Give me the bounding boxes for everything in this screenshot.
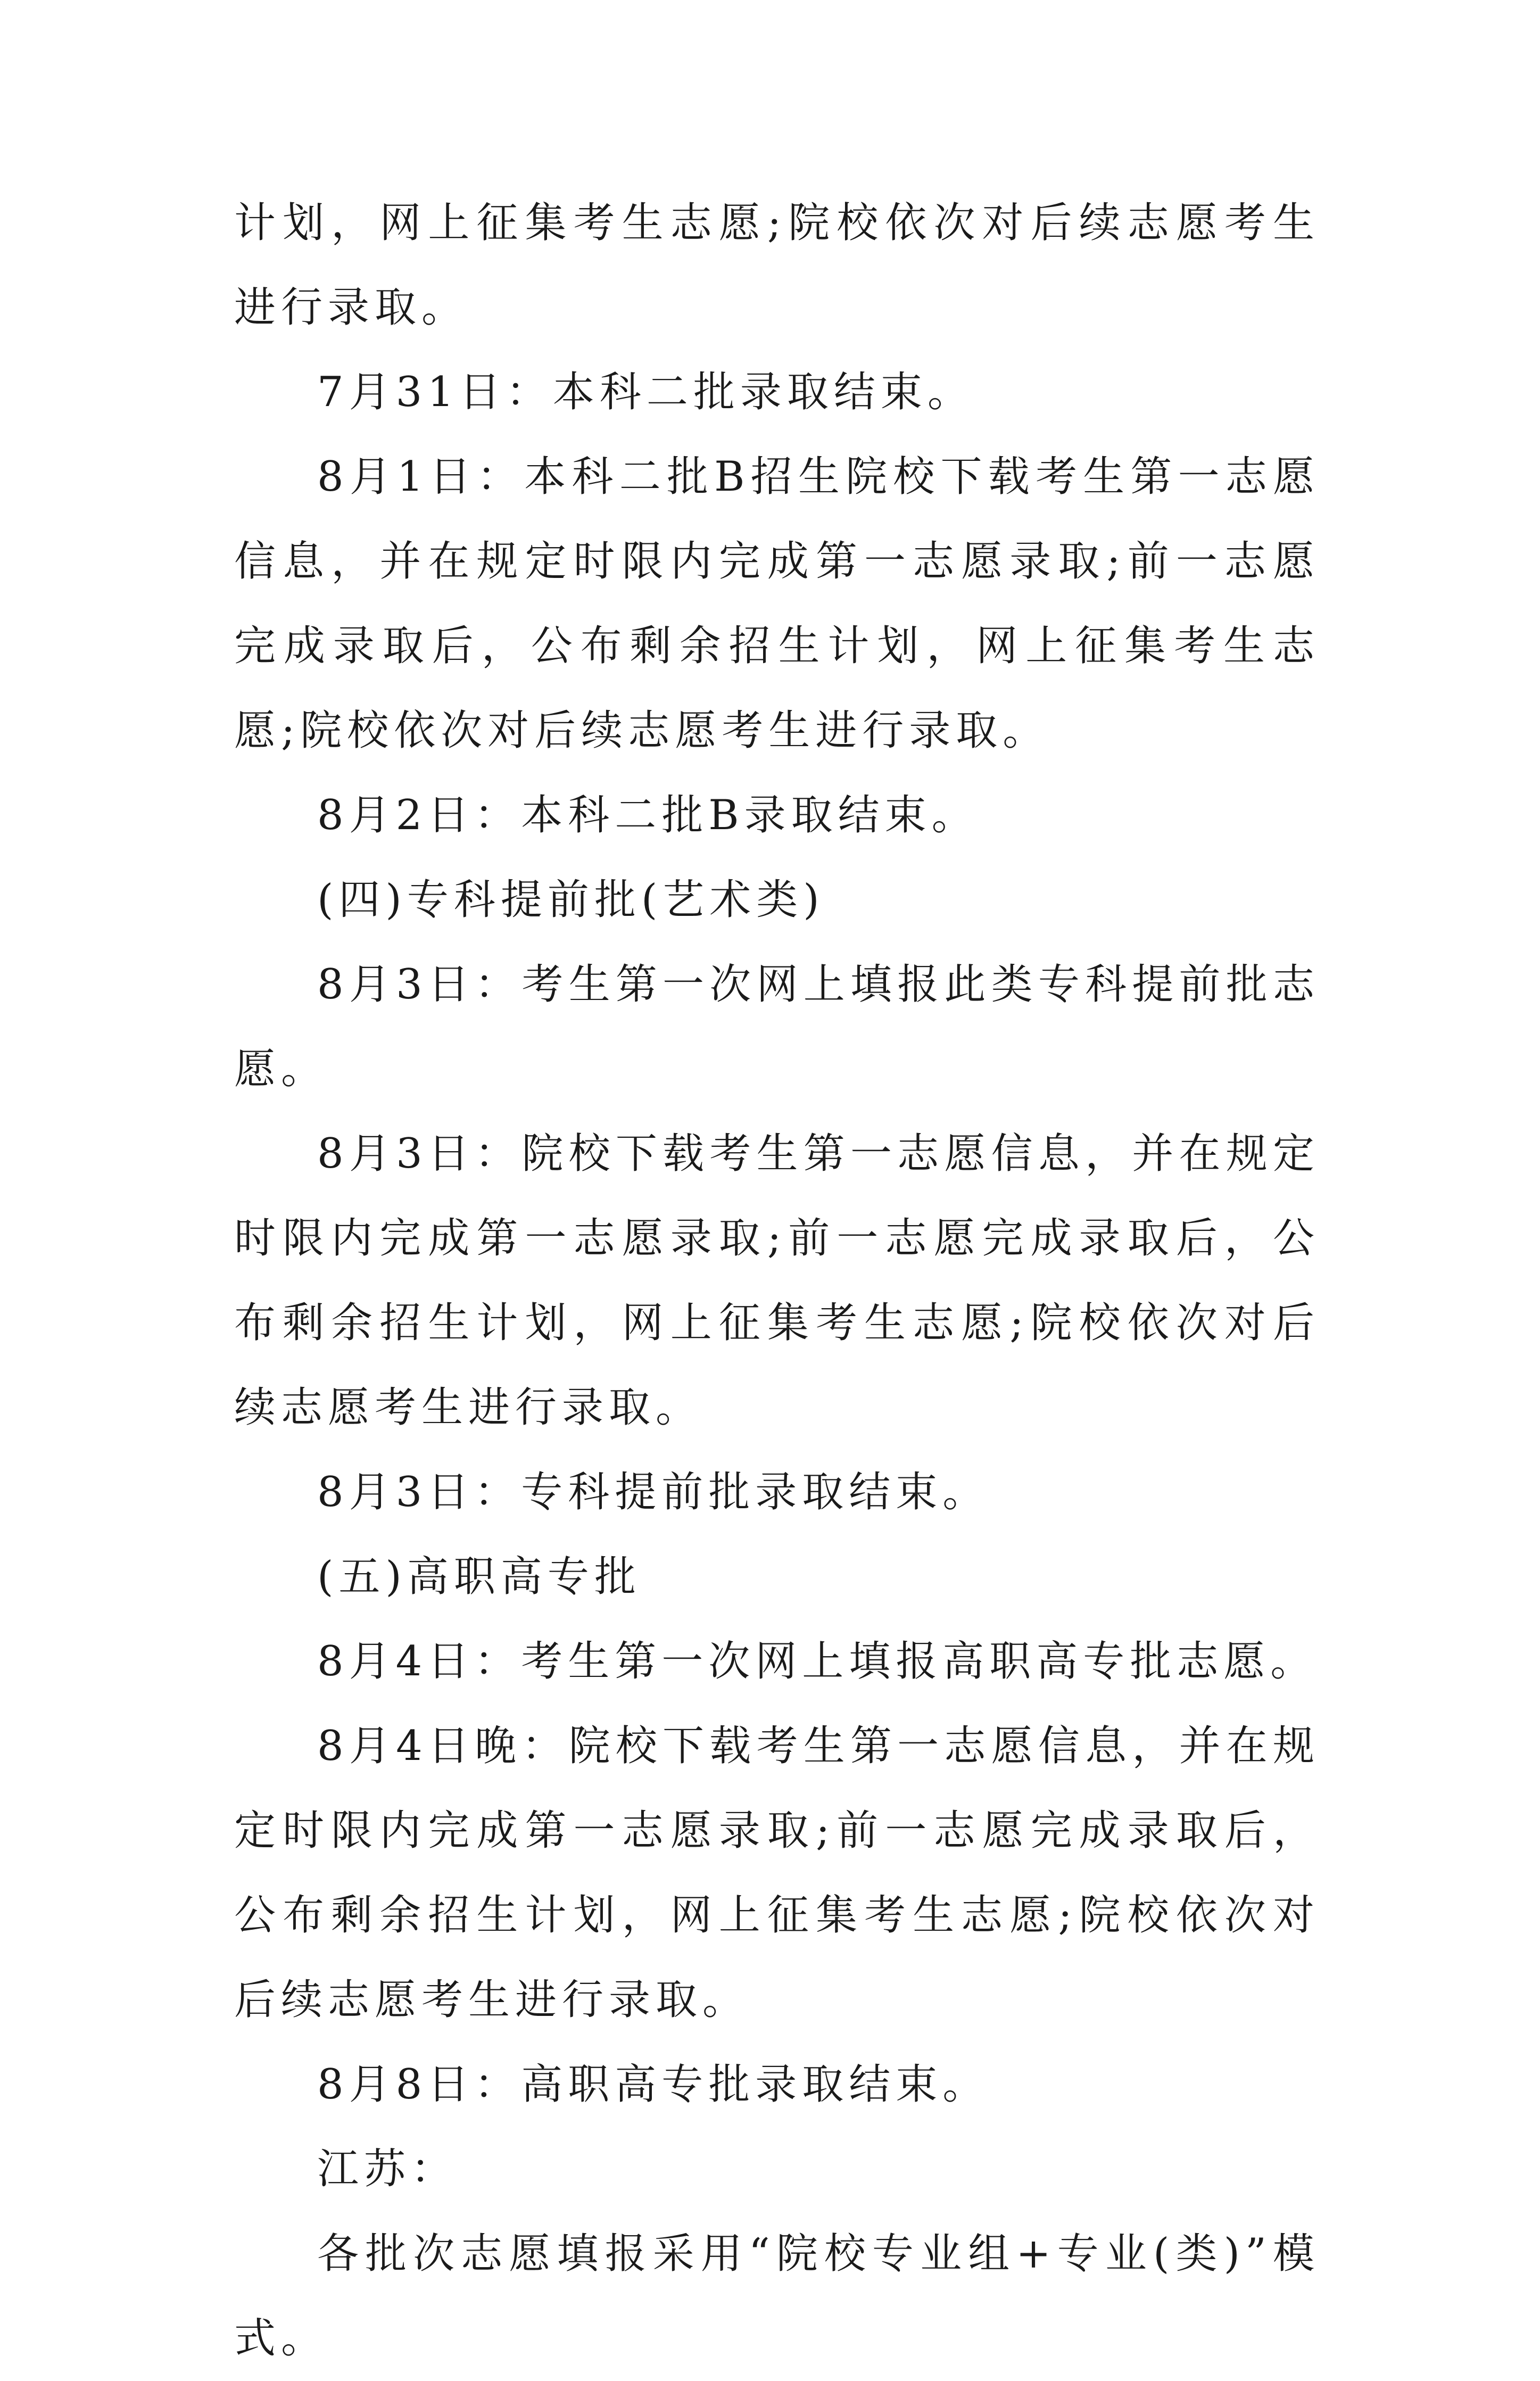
paragraph-aug1: 8月1日：本科二批B招生院校下载考生第一志愿信息，并在规定时限内完成第一志愿录取;前一志愿完成录取后，公布剩余招生计划，网上征集考生志愿;院校依次对后续志愿考生进行录取。 xyxy=(234,453,1320,755)
paragraph-aug3-admission: 8月3日：院校下载考生第一志愿信息，并在规定时限内完成第一志愿录取;前一志愿完成录取后，公布剩余招生计划，网上征集考生志愿;院校依次对后续志愿考生进行录取。 xyxy=(234,1130,1320,1432)
paragraph-aug4-fill: 8月4日：考生第一次网上填报高职高专批志愿。 xyxy=(317,1638,1318,1685)
paragraph-aug8-end: 8月8日：高职高专批录取结束。 xyxy=(317,2061,990,2109)
paragraph-jiangsu-mode: 各批次志愿填报采用“院校专业组+专业(类)”模式。 xyxy=(234,2230,1320,2362)
section-heading-4: (四)专科提前批(艺术类) xyxy=(317,876,825,924)
paragraph-jiangsu-heading: 江苏： xyxy=(317,2145,458,2193)
paragraph-aug3-end: 8月3日：专科提前批录取结束。 xyxy=(317,1468,990,1516)
paragraph-continued-plan: 计划，网上征集考生志愿;院校依次对后续志愿考生进行录取。 xyxy=(234,199,1320,332)
section-heading-5: (五)高职高专批 xyxy=(317,1553,641,1601)
paragraph-aug4-evening: 8月4日晚：院校下载考生第一志愿信息，并在规定时限内完成第一志愿录取;前一志愿完成录取后，公布剩余招生计划，网上征集考生志愿;院校依次对后续志愿考生进行录取。 xyxy=(234,1722,1320,2024)
document-body xyxy=(234,181,1320,2381)
paragraph-aug2: 8月2日：本科二批B录取结束。 xyxy=(317,791,979,839)
paragraph-jul31: 7月31日：本科二批录取结束。 xyxy=(317,368,974,416)
paragraph-aug3-fill: 8月3日：考生第一次网上填报此类专科提前批志愿。 xyxy=(234,961,1320,1093)
